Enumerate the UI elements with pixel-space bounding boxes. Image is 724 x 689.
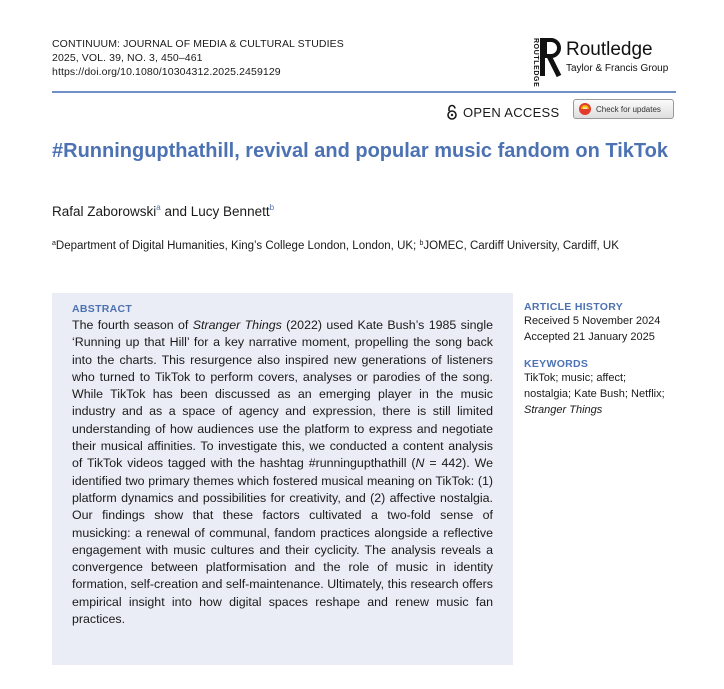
abstract-part-1: The fourth season of bbox=[72, 318, 193, 332]
check-for-updates-label: Check for updates bbox=[596, 104, 661, 114]
open-access-label bbox=[446, 103, 560, 121]
journal-name: CONTINUUM: JOURNAL OF MEDIA & CULTURAL STUDIES bbox=[52, 38, 344, 50]
check-for-updates-button[interactable] bbox=[573, 99, 674, 119]
journal-info bbox=[52, 37, 344, 79]
abstract-box bbox=[52, 293, 513, 665]
abstract-heading: ABSTRACT bbox=[72, 303, 133, 315]
abstract-part-2: (2022) used Kate Bush’s 1985 single ‘Running up that Hill’ for a key narrative moment, propelling the song back into the charts. This resurgence also inspired new generations of listeners who turned to TikTok to perform covers, analyses or parodies of the song. While TikTok has been discussed as an emerging player in the music industry and as a space of agency and expression, there is still limited understanding of how audiences use the platform to express and negotiate their musical affinities. To investigate this, we conducted a content analysis of TikTok videos tagged with the hashtag #runningupthathill ( bbox=[72, 318, 494, 471]
affiliation-a: Department of Digital Humanities, King’s College London, London, UK; bbox=[55, 240, 420, 252]
publisher-name: Routledge bbox=[566, 39, 653, 60]
keywords-heading: KEYWORDS bbox=[524, 358, 589, 370]
journal-issue: 2025, VOL. 39, NO. 3, 450–461 bbox=[52, 52, 203, 64]
abstract-italic-show: Stranger Things bbox=[192, 318, 282, 332]
affiliation-b-mark: b bbox=[419, 240, 424, 247]
publisher-vertical-text: ROUTLEDGE bbox=[532, 38, 539, 88]
author-2-affiliation-mark[interactable]: b bbox=[269, 203, 275, 212]
received-date: Received 5 November 2024 bbox=[524, 315, 661, 327]
abstract-part-3: = 442). We identified two primary themes which fostered musical meaning on TikTok: (1) platform dynamics and possibilities for creativity, and (2) affective nostalgia. Our findings show that these factors cultivated a two-fold sense of musicking: a renewal of communal, fandom practices alongside a reflective engagement with music cultures and their cyclicity. The analysis reveals a convergence between platformisation and the role of music in identity formation, self-creation and self-maintenance. Ultimately, this research offers empirical insight into how digital spaces reshape and renew music fan practices. bbox=[72, 456, 493, 627]
affiliations bbox=[52, 235, 652, 255]
author-1-affiliation-mark[interactable]: a bbox=[156, 203, 161, 212]
open-access-text: OPEN ACCESS bbox=[463, 104, 560, 120]
abstract-italic-n: N bbox=[415, 456, 425, 471]
crossmark-icon bbox=[578, 102, 592, 116]
keywords bbox=[524, 358, 694, 418]
affiliation-a-mark: a bbox=[52, 240, 56, 247]
author-2[interactable]: Lucy Bennett bbox=[190, 204, 270, 219]
header-divider bbox=[52, 91, 676, 93]
accepted-date: Accepted 21 January 2025 bbox=[524, 331, 655, 343]
article-history-heading: ARTICLE HISTORY bbox=[524, 301, 624, 313]
abstract-text bbox=[72, 317, 493, 628]
keywords-line-2: nostalgia; Kate Bush; Netflix; bbox=[524, 388, 665, 400]
keywords-line-1: TikTok; music; affect; bbox=[524, 372, 627, 384]
author-line bbox=[52, 203, 274, 219]
journal-doi[interactable]: https://doi.org/10.1080/10304312.2025.2459129 bbox=[52, 66, 281, 78]
publisher-group: Taylor & Francis Group bbox=[566, 63, 669, 74]
open-lock-icon bbox=[446, 104, 458, 120]
author-1[interactable]: Rafal Zaborowski bbox=[52, 204, 157, 219]
keywords-line-3: Stranger Things bbox=[524, 404, 603, 416]
article-title: #Runningupthathill, revival and popular music fandom on TikTok bbox=[52, 140, 668, 162]
publisher-logo bbox=[527, 36, 687, 88]
article-history bbox=[524, 301, 694, 345]
affiliation-b: JOMEC, Cardiff University, Cardiff, UK bbox=[423, 240, 619, 252]
author-joiner: and bbox=[160, 204, 191, 219]
